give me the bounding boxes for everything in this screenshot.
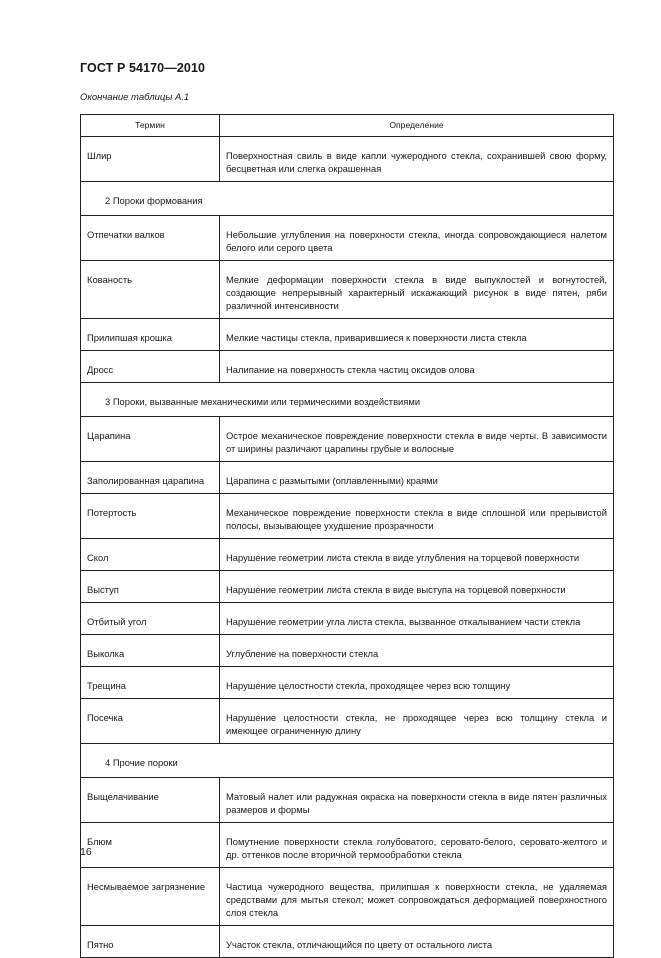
definition-cell: Углубление на поверхности стекла: [220, 635, 614, 667]
term-cell: Блюм: [81, 823, 220, 868]
column-header-definition: Определение: [220, 115, 614, 137]
table-row: [81, 603, 614, 635]
term-cell: Выколка: [81, 635, 220, 667]
definition-cell: Мелкие деформации поверхности стекла в виде выпуклостей и вогнутостей, создающие непрерывный характерный искажающий рисунок в виде пятен, ряби различной интенсивности: [220, 261, 614, 319]
definition-cell: Острое механическое повреждение поверхности стекла в виде черты. В зависимости от ширины различают царапины грубые и волосные: [220, 417, 614, 462]
definition-cell: Налипание на поверхность стекла частиц оксидов олова: [220, 351, 614, 383]
table-row: [81, 261, 614, 319]
column-header-term: Термин: [81, 115, 220, 137]
definition-cell: Участок стекла, отличающийся по цвету от остального листа: [220, 926, 614, 958]
table-row: [81, 868, 614, 926]
table-row: [81, 462, 614, 494]
term-cell: Потертость: [81, 494, 220, 539]
definition-cell: Царапина с размытыми (оплавленными) краями: [220, 462, 614, 494]
table-row: [81, 926, 614, 958]
definition-cell: Нарушение целостности стекла, проходящее через всю толщину: [220, 667, 614, 699]
table-row: [81, 571, 614, 603]
table-row: [81, 137, 614, 182]
table-row: [81, 823, 614, 868]
table-row: [81, 216, 614, 261]
table-row: [81, 635, 614, 667]
term-cell: Трещина: [81, 667, 220, 699]
table-row: [81, 319, 614, 351]
definition-cell: Помутнение поверхности стекла голубоватого, серовато-белого, серовато-желтого и др. оттенков после вторичной термообработки стекла: [220, 823, 614, 868]
table-section-row: [81, 744, 614, 778]
table-row: [81, 699, 614, 744]
term-cell: Посечка: [81, 699, 220, 744]
table-caption: Окончание таблицы А.1: [80, 92, 190, 103]
term-cell: Дросс: [81, 351, 220, 383]
term-cell: Заполированная царапина: [81, 462, 220, 494]
term-cell: Выщелачивание: [81, 778, 220, 823]
definition-cell: Поверхностная свиль в виде капли чужеродного стекла, сохранившей свою форму, бесцветная или слегка окрашенная: [220, 137, 614, 182]
document-code: ГОСТ Р 54170—2010: [80, 61, 206, 75]
section-title: 3 Пороки, вызванные механическими или термическими воздействиями: [81, 383, 614, 417]
table-header-row: [81, 115, 614, 137]
definition-cell: Нарушение геометрии листа стекла в виде углубления на торцевой поверхности: [220, 539, 614, 571]
table-section-row: [81, 383, 614, 417]
term-cell: Прилипшая крошка: [81, 319, 220, 351]
term-cell: Пятно: [81, 926, 220, 958]
table-row: [81, 667, 614, 699]
definition-cell: Частица чужеродного вещества, прилипшая к поверхности стекла, не удаляемая средствами для мытья стекол; может сопровождаться деформацией поверхностного слоя стекла: [220, 868, 614, 926]
term-cell: Отбитый угол: [81, 603, 220, 635]
term-cell: Отпечатки валков: [81, 216, 220, 261]
definition-cell: Нарушение геометрии листа стекла в виде выступа на торцевой поверхности: [220, 571, 614, 603]
definition-cell: Нарушение целостности стекла, не проходящее через всю толщину стекла и имеющее ограниченную длину: [220, 699, 614, 744]
defects-table: [80, 114, 614, 958]
definition-cell: Матовый налет или радужная окраска на поверхности стекла в виде пятен различных размеров и формы: [220, 778, 614, 823]
definition-cell: Нарушение геометрии угла листа стекла, вызванное откалыванием части стекла: [220, 603, 614, 635]
table-row: [81, 539, 614, 571]
definition-cell: Мелкие частицы стекла, приварившиеся к поверхности листа стекла: [220, 319, 614, 351]
term-cell: Выступ: [81, 571, 220, 603]
term-cell: Кованость: [81, 261, 220, 319]
table-row: [81, 417, 614, 462]
term-cell: Скол: [81, 539, 220, 571]
term-cell: Шлир: [81, 137, 220, 182]
term-cell: Царапина: [81, 417, 220, 462]
table-section-row: [81, 182, 614, 216]
page-number: 16: [80, 846, 92, 858]
table-row: [81, 494, 614, 539]
term-cell: Несмываемое загрязнение: [81, 868, 220, 926]
definition-cell: Небольшие углубления на поверхности стекла, иногда сопровождающиеся налетом белого или серого цвета: [220, 216, 614, 261]
section-title: 4 Прочие пороки: [81, 744, 614, 778]
table-row: [81, 778, 614, 823]
section-title: 2 Пороки формования: [81, 182, 614, 216]
definition-cell: Механическое повреждение поверхности стекла в виде сплошной или прерывистой полосы, вызывающее ухудшение прозрачности: [220, 494, 614, 539]
table-body: [81, 137, 614, 958]
table-row: [81, 351, 614, 383]
